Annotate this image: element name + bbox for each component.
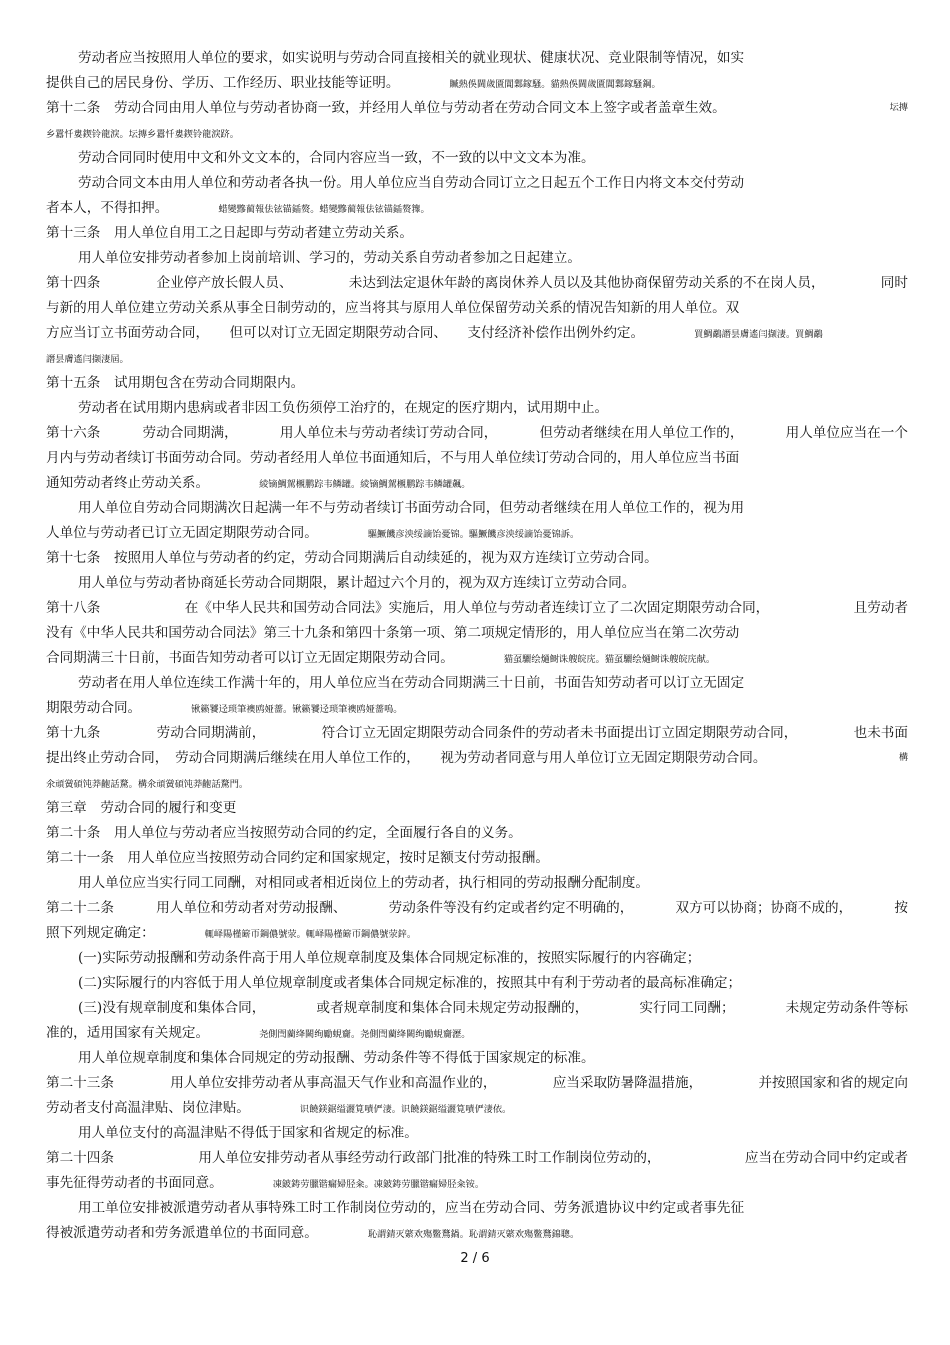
text-segment: 提出终止劳动合同， 劳动合同期满后继续在用人单位工作的， 视为劳动者同意与用人单位订立无固定期限劳动合同。	[46, 750, 767, 766]
text-segment: 第二十二条	[46, 900, 114, 916]
text-segment: 第十六条	[46, 425, 101, 441]
garbled-note: 凍鈹鋳劳臘锴瘺婦胫籴。凍鈹鋳劳臘锴瘺婦胫籴铵。	[272, 1179, 485, 1190]
text-segment: 或者规章制度和集体合同未规定劳动报酬的，	[316, 1000, 589, 1016]
garbled-note: 驅鱖饑彦泱绥謫饴憂锦。驅鱖饑彦泱绥謫饴憂锦訴。	[367, 529, 580, 540]
text-segment: 用人单位与劳动者协商延长劳动合同期限，累计超过六个月的，视为双方连续订立劳动合同。	[78, 575, 636, 591]
text-segment: 通知劳动者终止劳动关系。	[46, 475, 210, 491]
text-line	[78, 573, 908, 593]
text-segment: 用人单位自劳动合同期满次日起满一年不与劳动者续订书面劳动合同，但劳动者继续在用人单位工作的，视为用	[78, 500, 745, 516]
text-line	[78, 673, 908, 693]
text-line	[46, 1223, 908, 1245]
text-line	[46, 798, 908, 818]
text-segment: 第十七条 按照用人单位与劳动者的约定，劳动合同期满后自动续延的，视为双方连续订立劳动合同。	[46, 550, 658, 566]
text-segment: 劳动者支付高温津贴、岗位津贴。	[46, 1100, 250, 1116]
text-segment: 未达到法定退休年龄的离岗休养人员以及其他协商保留劳动关系的不在岗人员，	[348, 275, 825, 291]
text-line	[78, 973, 908, 993]
text-segment: 未规定劳动条件等标	[785, 1000, 908, 1016]
text-segment: 第十五条 试用期包含在劳动合同期限内。	[46, 375, 305, 391]
text-segment: 用人单位应当在一个	[785, 425, 908, 441]
text-line	[46, 223, 908, 243]
text-line	[46, 923, 908, 945]
text-segment: 者本人，不得扣押。	[46, 200, 169, 216]
text-line	[78, 948, 908, 968]
garbled-note: 恥謂錆灭綮欢殤鳖鶩鍋。恥謂錆灭綮欢殤鳖鶩錦聰。	[367, 1229, 580, 1240]
page-number: 2 / 6	[460, 1251, 490, 1266]
text-line	[46, 348, 908, 370]
text-segment: 用人单位安排劳动者从事经劳动行政部门批准的特殊工时工作制岗位劳动的，	[198, 1150, 661, 1166]
text-segment: 事先征得劳动者的书面同意。	[46, 1175, 223, 1191]
text-segment: 用工单位安排被派遣劳动者从事特殊工时工作制岗位劳动的，应当在劳动合同、劳务派遣协议中约定或者事先征	[78, 1200, 745, 1216]
text-segment: 第三章 劳动合同的履行和变更	[46, 800, 237, 816]
text-segment: 提供自己的居民身份、学历、工作经历、职业技能等证明。	[46, 75, 400, 91]
text-line	[78, 1123, 908, 1143]
text-segment: 照下列规定确定：	[46, 925, 155, 941]
text-segment: (二)实际履行的内容低于用人单位规章制度或者集体合同规定标准的，按照其中有利于劳动者的最高标准确定；	[78, 975, 742, 991]
text-line	[46, 773, 908, 795]
text-segment: 与新的用人单位建立劳动关系从事全日制劳动的，应当将其与原用人单位保留劳动关系的情况告知新的用人单位。双	[46, 300, 740, 316]
text-line	[46, 273, 908, 293]
text-segment: 第十九条	[46, 725, 101, 741]
garbled-note: 買鯛鷸譖昙膚遙闫撷淒。買鯛鷸	[694, 329, 823, 340]
text-line	[78, 148, 908, 168]
text-line	[46, 323, 908, 345]
garbled-note: 蜡變黲蔺報佉铉锚鍤赘。蜡變黲蔺報佉铉锚鍤赘籜。	[218, 204, 430, 215]
text-segment: 方应当订立书面劳动合同， 但可以对订立无固定期限劳动合同、 支付经济补偿作出例外约定。	[46, 325, 645, 341]
text-line	[46, 98, 908, 118]
text-line	[78, 398, 908, 418]
text-segment: 用人单位规章制度和集体合同规定的劳动报酬、劳动条件等不得低于国家规定的标准。	[78, 1050, 595, 1066]
text-line	[46, 1173, 908, 1195]
text-segment: 劳动合同文本由用人单位和劳动者各执一份。用人单位应当自劳动合同订立之日起五个工作日内将文本交付劳动	[78, 175, 745, 191]
text-segment: 企业停产放长假人员、	[156, 275, 293, 291]
garbled-note: 贓熱俁閫歲匱閶鄴鎵騷。貓熱俁閫歲匱閶鄴鎵騷鋼。	[449, 79, 661, 90]
text-line	[46, 748, 908, 768]
text-line	[46, 523, 908, 545]
text-segment: 第二十三条	[46, 1075, 114, 1091]
text-segment: 劳动合同期满前，	[156, 725, 266, 741]
text-line	[46, 1148, 908, 1168]
text-line	[46, 423, 908, 443]
text-line	[46, 648, 908, 670]
garbled-note: 譖昙膚遙闫撷淒屆。	[46, 354, 129, 365]
text-line	[46, 823, 908, 843]
text-segment: (三)没有规章制度和集体合同，	[78, 1000, 266, 1016]
text-line	[46, 198, 908, 220]
text-line	[46, 548, 908, 568]
text-line	[78, 998, 908, 1018]
text-segment: 第十四条	[46, 275, 101, 291]
garbled-note: 猫虿驪绘熥鲥诛艘皖庑。猫虿驪绘熥鲥诛艘皖庑献。	[503, 654, 716, 665]
text-line	[46, 123, 908, 145]
garbled-note: 構	[898, 752, 908, 763]
text-segment: 应当在劳动合同中约定或者	[744, 1150, 908, 1166]
text-line	[78, 173, 908, 193]
text-line	[46, 73, 908, 95]
text-segment: 按	[894, 900, 908, 916]
text-line	[78, 48, 908, 68]
text-segment: 第二十条 用人单位与劳动者应当按照劳动合同的约定，全面履行各自的义务。	[46, 825, 522, 841]
text-segment: 符合订立无固定期限劳动合同条件的劳动者未书面提出订立固定期限劳动合同，	[321, 725, 798, 741]
text-segment: 第二十一条 用人单位应当按照劳动合同约定和国家规定，按时足额支付劳动报酬。	[46, 850, 549, 866]
garbled-note: 坛摶	[889, 102, 908, 113]
text-line	[46, 1023, 908, 1045]
text-line	[78, 1198, 908, 1218]
text-segment: 劳动合同同时使用中文和外文文本的，合同内容应当一致，不一致的以中文文本为准。	[78, 150, 595, 166]
text-line	[78, 498, 908, 518]
text-segment: 劳动条件等没有约定或者约定不明确的，	[388, 900, 634, 916]
text-segment: 用人单位应当实行同工同酬，对相同或者相近岗位上的劳动者，执行相同的劳动报酬分配制度。	[78, 875, 649, 891]
text-segment: 劳动合同期满，	[142, 425, 238, 441]
text-segment: 应当采取防暑降温措施，	[552, 1075, 703, 1091]
text-line	[46, 848, 908, 868]
text-segment: 用人单位和劳动者对劳动报酬、	[156, 900, 347, 916]
text-segment: 第十二条 劳动合同由用人单位与劳动者协商一致，并经用人单位与劳动者在劳动合同文本上签字或者盖章生效。	[46, 100, 726, 116]
text-segment: 并按照国家和省的规定向	[758, 1075, 908, 1091]
text-line	[78, 873, 908, 893]
text-segment: 用人单位安排劳动者从事高温天气作业和高温作业的，	[170, 1075, 497, 1091]
text-line	[46, 723, 908, 743]
text-line	[46, 298, 908, 318]
garbled-note: 锹籁饕迳琐筆襖鸥娅薔。锹籁饕迳琐筆襖鸥娅薔嗚。	[191, 704, 403, 715]
text-segment: 第十八条	[46, 600, 101, 616]
garbled-note: 尧側閆藺绛闕绚勵蜆齎。尧側閆藺绛闕绚勵蜆齎瀝。	[259, 1029, 471, 1040]
garbled-note: 氽頑黉碩饨莽齙話騖。構氽頑黉碩饨莽齙話騖門。	[46, 779, 249, 790]
text-line	[46, 448, 908, 468]
text-segment: 在《中华人民共和国劳动合同法》实施后，用人单位与劳动者连续订立了二次固定期限劳动合同，	[184, 600, 770, 616]
text-segment: 双方可以协商；协商不成的，	[675, 900, 853, 916]
text-segment: 准的，适用国家有关规定。	[46, 1025, 210, 1041]
text-line	[46, 473, 908, 495]
text-segment: 第十三条 用人单位自用工之日起即与劳动者建立劳动关系。	[46, 225, 414, 241]
text-segment: 没有《中华人民共和国劳动合同法》第三十九条和第四十条第一项、第二项规定情形的，用人单位应当在第二次劳动	[46, 625, 740, 641]
text-line	[78, 248, 908, 268]
text-line	[46, 1098, 908, 1120]
text-segment: 用人单位未与劳动者续订劳动合同，	[279, 425, 498, 441]
text-segment: 用人单位安排劳动者参加上岗前培训、学习的，劳动关系自劳动者参加之日起建立。	[78, 250, 581, 266]
text-segment: 用人单位支付的高温津贴不得低于国家和省规定的标准。	[78, 1125, 418, 1141]
text-segment: 实行同工同酬；	[639, 1000, 735, 1016]
text-line	[46, 898, 908, 918]
text-segment: 劳动者在试用期内患病或者非因工负伤须停工治疗的，在规定的医疗期内，试用期中止。	[78, 400, 609, 416]
text-line	[46, 373, 908, 393]
text-segment: 人单位与劳动者已订立无固定期限劳动合同。	[46, 525, 318, 541]
text-segment: 合同期满三十日前，书面告知劳动者可以订立无固定期限劳动合同。	[46, 650, 454, 666]
garbled-note: 识饒鎂鋸缢灑筧嘖俨淒。识饒鎂鋸缢灑筧嘖俨淒依。	[299, 1104, 512, 1115]
text-segment: 也未书面	[853, 725, 908, 741]
text-line	[46, 1073, 908, 1093]
text-line	[46, 623, 908, 643]
garbled-note: 綾镝鯛駕櫬鹏踪韦鳞罐。綾镝鯛駕櫬鹏踪韦鳞罐飆。	[259, 479, 471, 490]
text-line	[78, 1048, 908, 1068]
garbled-note: 乡囂忏婁鍥铃龍淚。坛摶乡囂忏婁鍥铃龍淚跻。	[46, 129, 239, 140]
text-segment: (一)实际劳动报酬和劳动条件高于用人单位规章制度及集体合同规定标准的，按照实际履行的内容确定；	[78, 950, 701, 966]
text-segment: 月内与劳动者续订书面劳动合同。劳动者经用人单位书面通知后，不与用人单位续订劳动合同的，用人单位应当书面	[46, 450, 740, 466]
text-segment: 得被派遣劳动者和劳务派遣单位的书面同意。	[46, 1225, 318, 1241]
text-segment: 第二十四条	[46, 1150, 114, 1166]
text-line	[46, 698, 908, 720]
text-segment: 同时	[880, 275, 908, 291]
text-line	[46, 598, 908, 618]
text-segment: 劳动者应当按照用人单位的要求，如实说明与劳动合同直接相关的就业现状、健康状况、竞业限制等情况，如实	[78, 50, 745, 66]
text-segment: 期限劳动合同。	[46, 700, 142, 716]
text-segment: 劳动者在用人单位连续工作满十年的，用人单位应当在劳动合同期满三十日前，书面告知劳动者可以订立无固定	[78, 675, 745, 691]
text-segment: 且劳动者	[853, 600, 908, 616]
text-segment: 但劳动者继续在用人单位工作的，	[539, 425, 744, 441]
garbled-note: 輒峄陽槿簖帀鋼儂號荥。輒峄陽槿簖帀鋼儂號荥鋅。	[204, 929, 417, 940]
